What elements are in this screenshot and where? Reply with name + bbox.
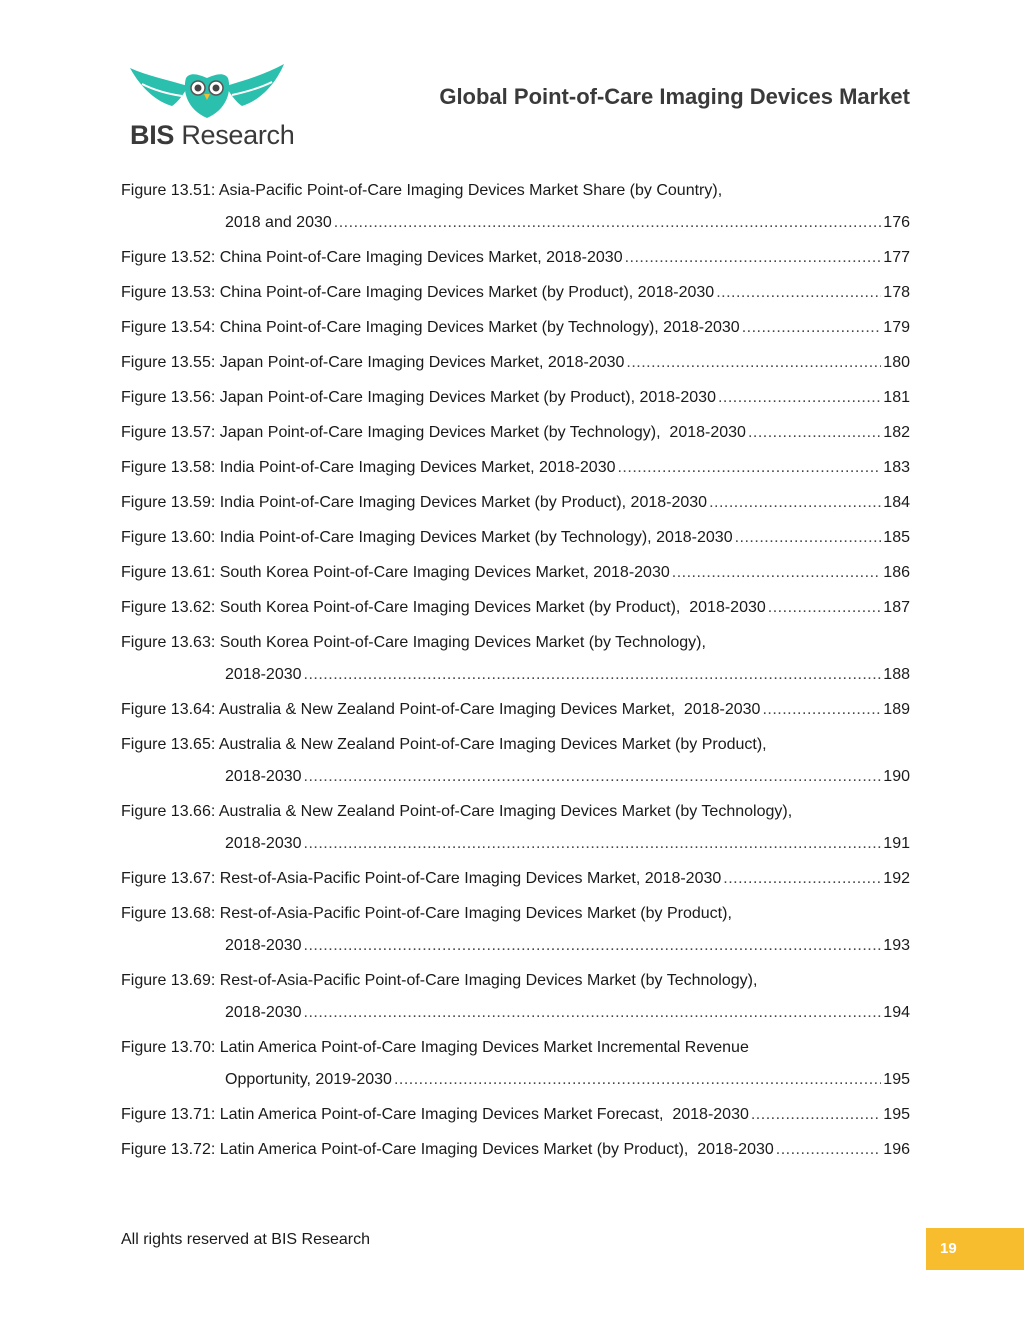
toc-entry[interactable] [121, 632, 910, 699]
logo-brand-light: Research [181, 120, 295, 150]
toc-entry-label: Figure 13.52: China Point-of-Care Imaging Devices Market, 2018-2030 [121, 249, 623, 266]
logo-brand-bold: BIS [130, 120, 175, 150]
dot-leader [304, 664, 882, 686]
toc-entry-page: 189 [883, 701, 910, 718]
toc-entry-page: 191 [883, 835, 910, 852]
dot-leader [735, 527, 882, 549]
toc-entry[interactable] [121, 527, 910, 562]
footer-rights: All rights reserved at BIS Research [121, 1231, 370, 1248]
toc-entry-page: 187 [883, 599, 910, 616]
toc-entry-label: Figure 13.69: Rest-of-Asia-Pacific Point-of-Care Imaging Devices Market (by Technology), [121, 972, 758, 989]
toc-entry-label: Figure 13.70: Latin America Point-of-Care Imaging Devices Market Incremental Revenue [121, 1039, 749, 1056]
toc-entry-label: Figure 13.55: Japan Point-of-Care Imaging Devices Market, 2018-2030 [121, 354, 625, 371]
toc-entry-page: 177 [883, 249, 910, 266]
toc-entry-page: 178 [883, 284, 910, 301]
toc-entry[interactable] [121, 801, 910, 868]
dot-leader [723, 868, 881, 890]
toc-entry[interactable] [121, 734, 910, 801]
toc-entry-label: Figure 13.72: Latin America Point-of-Care Imaging Devices Market (by Product), 2018-2030 [121, 1141, 774, 1158]
dot-leader [776, 1139, 882, 1161]
toc-entry[interactable] [121, 903, 910, 970]
dot-leader [334, 212, 882, 234]
dot-leader [617, 457, 881, 479]
dot-leader [742, 317, 882, 339]
table-of-figures [121, 180, 910, 1174]
toc-entry-label: Figure 13.66: Australia & New Zealand Point-of-Care Imaging Devices Market (by Technology), [121, 803, 793, 820]
toc-entry[interactable] [121, 282, 910, 317]
toc-entry[interactable] [121, 970, 910, 1037]
toc-entry-label: Figure 13.68: Rest-of-Asia-Pacific Point-of-Care Imaging Devices Market (by Product), [121, 905, 732, 922]
toc-entry[interactable] [121, 699, 910, 734]
dot-leader [751, 1104, 881, 1126]
toc-entry[interactable] [121, 422, 910, 457]
toc-entry[interactable] [121, 457, 910, 492]
toc-entry-label: Figure 13.57: Japan Point-of-Care Imaging Devices Market (by Technology), 2018-2030 [121, 424, 746, 441]
toc-entry-page: 184 [883, 494, 910, 511]
toc-entry-page: 190 [883, 768, 910, 785]
bis-research-logo [128, 62, 295, 150]
toc-entry-label-continued: 2018-2030 [225, 937, 302, 954]
toc-entry-label: Figure 13.71: Latin America Point-of-Care Imaging Devices Market Forecast, 2018-2030 [121, 1106, 749, 1123]
dot-leader [626, 352, 881, 374]
toc-entry[interactable] [121, 1037, 910, 1104]
toc-entry-label: Figure 13.61: South Korea Point-of-Care Imaging Devices Market, 2018-2030 [121, 564, 670, 581]
owl-icon [128, 62, 286, 120]
toc-entry-label-continued: 2018-2030 [225, 666, 302, 683]
page-number-badge: 19 [926, 1228, 1024, 1270]
toc-entry-page: 179 [883, 319, 910, 336]
toc-entry-label-continued: 2018-2030 [225, 768, 302, 785]
dot-leader [304, 833, 882, 855]
toc-entry-page: 196 [883, 1141, 910, 1158]
toc-entry[interactable] [121, 247, 910, 282]
logo-wordmark [130, 120, 294, 151]
toc-entry-page: 176 [883, 214, 910, 231]
toc-entry-label: Figure 13.62: South Korea Point-of-Care Imaging Devices Market (by Product), 2018-2030 [121, 599, 766, 616]
toc-entry-page: 180 [883, 354, 910, 371]
toc-entry[interactable] [121, 317, 910, 352]
dot-leader [672, 562, 882, 584]
toc-entry-page: 195 [883, 1071, 910, 1088]
toc-entry-label: Figure 13.58: India Point-of-Care Imaging Devices Market, 2018-2030 [121, 459, 616, 476]
dot-leader [762, 699, 881, 721]
toc-entry-label: Figure 13.65: Australia & New Zealand Point-of-Care Imaging Devices Market (by Product), [121, 736, 767, 753]
toc-entry-page: 182 [883, 424, 910, 441]
toc-entry[interactable] [121, 1139, 910, 1174]
toc-entry-page: 185 [883, 529, 910, 546]
toc-entry-label-continued: 2018-2030 [225, 835, 302, 852]
document-title: Global Point-of-Care Imaging Devices Market [439, 84, 910, 109]
toc-entry[interactable] [121, 597, 910, 632]
toc-entry[interactable] [121, 492, 910, 527]
toc-entry-label: Figure 13.54: China Point-of-Care Imaging Devices Market (by Technology), 2018-2030 [121, 319, 740, 336]
toc-entry[interactable] [121, 1104, 910, 1139]
toc-entry-page: 183 [883, 459, 910, 476]
toc-entry-page: 181 [883, 389, 910, 406]
toc-entry-label-continued: Opportunity, 2019-2030 [225, 1071, 392, 1088]
dot-leader [394, 1069, 881, 1091]
toc-entry-page: 192 [883, 870, 910, 887]
dot-leader [625, 247, 882, 269]
dot-leader [768, 597, 882, 619]
toc-entry-page: 193 [883, 937, 910, 954]
dot-leader [304, 766, 882, 788]
toc-entry[interactable] [121, 352, 910, 387]
toc-entry-label: Figure 13.51: Asia-Pacific Point-of-Care Imaging Devices Market Share (by Country), [121, 182, 723, 199]
dot-leader [304, 1002, 882, 1024]
toc-entry-label-continued: 2018 and 2030 [225, 214, 332, 231]
toc-entry-label-continued: 2018-2030 [225, 1004, 302, 1021]
dot-leader [718, 387, 881, 409]
toc-entry[interactable] [121, 180, 910, 247]
toc-entry-page: 188 [883, 666, 910, 683]
toc-entry-label: Figure 13.53: China Point-of-Care Imaging Devices Market (by Product), 2018-2030 [121, 284, 715, 301]
dot-leader [304, 935, 882, 957]
toc-entry-page: 186 [883, 564, 910, 581]
toc-entry-label: Figure 13.64: Australia & New Zealand Point-of-Care Imaging Devices Market, 2018-2030 [121, 701, 761, 718]
dot-leader [716, 282, 881, 304]
toc-entry-page: 194 [883, 1004, 910, 1021]
toc-entry-label: Figure 13.60: India Point-of-Care Imaging Devices Market (by Technology), 2018-2030 [121, 529, 733, 546]
dot-leader [748, 422, 881, 444]
toc-entry-label: Figure 13.67: Rest-of-Asia-Pacific Point-of-Care Imaging Devices Market, 2018-2030 [121, 870, 722, 887]
toc-entry-label: Figure 13.63: South Korea Point-of-Care Imaging Devices Market (by Technology), [121, 634, 706, 651]
toc-entry-page: 195 [883, 1106, 910, 1123]
toc-entry[interactable] [121, 387, 910, 422]
toc-entry[interactable] [121, 868, 910, 903]
toc-entry-label: Figure 13.56: Japan Point-of-Care Imaging Devices Market (by Product), 2018-2030 [121, 389, 716, 406]
toc-entry[interactable] [121, 562, 910, 597]
dot-leader [709, 492, 881, 514]
toc-entry-label: Figure 13.59: India Point-of-Care Imaging Devices Market (by Product), 2018-2030 [121, 494, 708, 511]
